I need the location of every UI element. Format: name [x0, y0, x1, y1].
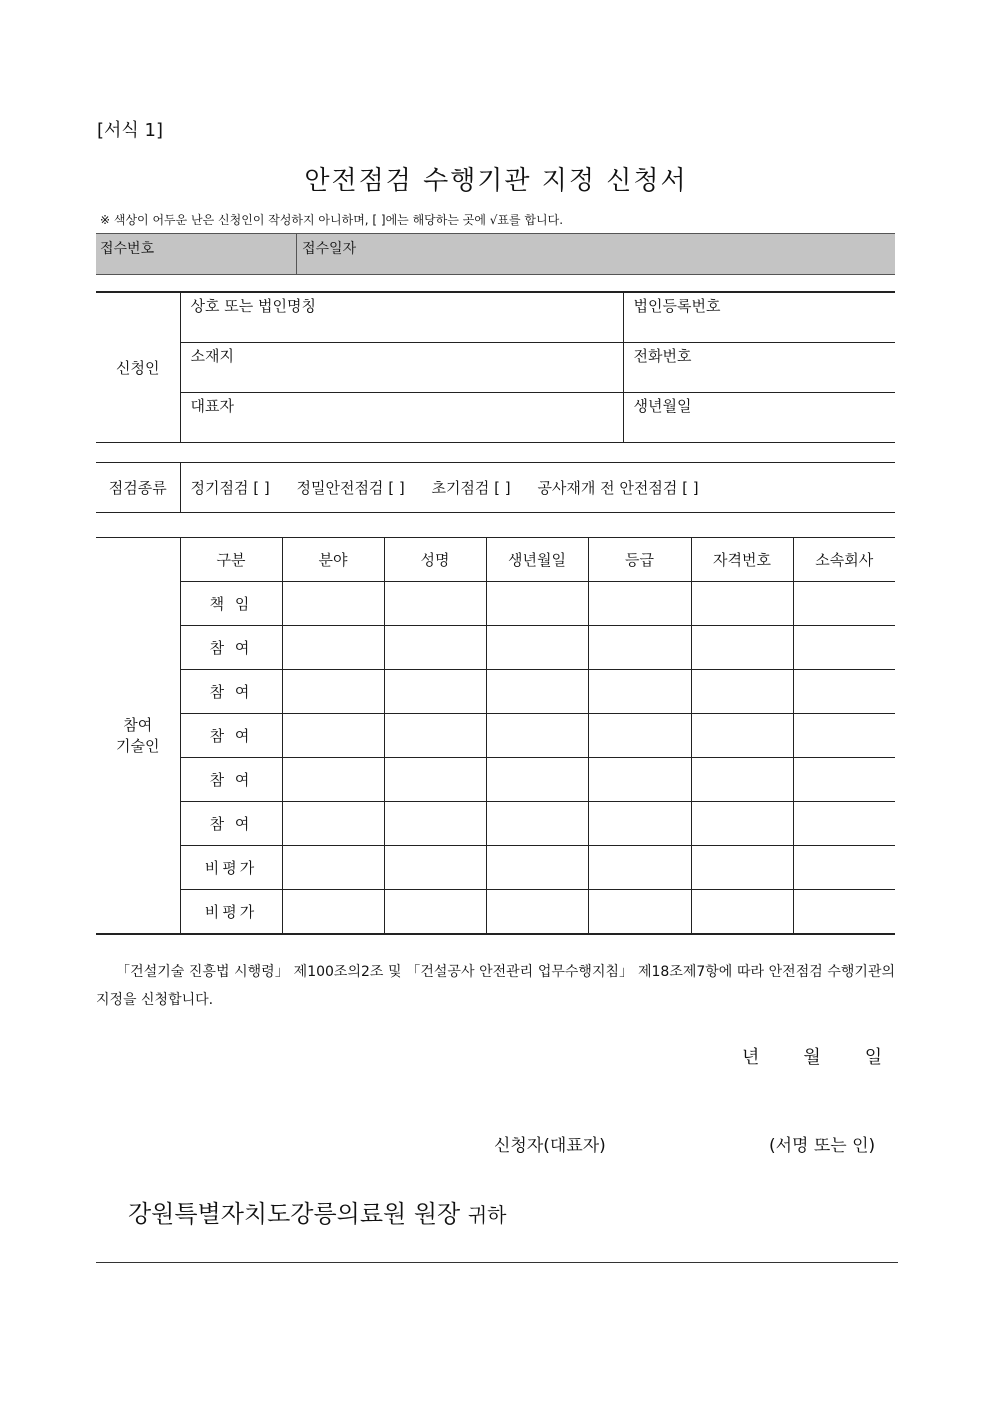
column-header: 생년월일: [486, 538, 588, 582]
name-cell[interactable]: [384, 802, 486, 846]
name-cell[interactable]: [384, 626, 486, 670]
grade-cell[interactable]: [588, 582, 691, 626]
company-name-field[interactable]: 상호 또는 법인명칭: [180, 292, 623, 342]
company-cell[interactable]: [793, 714, 895, 758]
company-cell[interactable]: [793, 670, 895, 714]
table-row: [96, 582, 895, 626]
table-row: [96, 758, 895, 802]
table-row: [96, 626, 895, 670]
applicant-table: [96, 291, 895, 443]
company-cell[interactable]: [793, 890, 895, 934]
inspection-type-table: [96, 462, 895, 513]
column-header: 자격번호: [691, 538, 793, 582]
license-cell[interactable]: [691, 802, 793, 846]
row-category: 참 여: [180, 802, 282, 846]
license-cell[interactable]: [691, 846, 793, 890]
row-category: 비평가: [180, 846, 282, 890]
grade-cell[interactable]: [588, 846, 691, 890]
grade-cell[interactable]: [588, 626, 691, 670]
recipient-line: [128, 1194, 507, 1229]
company-cell[interactable]: [793, 582, 895, 626]
option-precise-checkbox[interactable]: 정밀안전점검 [ ]: [296, 479, 405, 497]
receipt-date-field[interactable]: 접수일자: [302, 241, 357, 257]
engineers-header-line2: 기술인: [116, 737, 160, 756]
field-cell[interactable]: [282, 714, 384, 758]
table-row: [96, 714, 895, 758]
form-number-label: [서식 1]: [97, 120, 163, 141]
field-cell[interactable]: [282, 890, 384, 934]
grade-cell[interactable]: [588, 890, 691, 934]
corp-reg-no-field[interactable]: 법인등록번호: [623, 292, 895, 342]
row-category: 책 임: [180, 582, 282, 626]
birth-cell[interactable]: [486, 582, 588, 626]
grade-cell[interactable]: [588, 758, 691, 802]
applicant-header: 신청인: [96, 292, 180, 442]
field-cell[interactable]: [282, 582, 384, 626]
option-initial-checkbox[interactable]: 초기점검 [ ]: [431, 479, 511, 497]
column-header: 소속회사: [793, 538, 895, 582]
address-field[interactable]: 소재지: [180, 342, 623, 392]
birth-cell[interactable]: [486, 626, 588, 670]
birth-cell[interactable]: [486, 890, 588, 934]
recipient-name: 강원특별자치도강릉의료원 원장: [128, 1200, 461, 1228]
receipt-number-field[interactable]: 접수번호: [100, 241, 155, 257]
license-cell[interactable]: [691, 626, 793, 670]
company-cell[interactable]: [793, 626, 895, 670]
application-statement: 「건설기술 진흥법 시행령」 제100조의2조 및 「건설공사 안전관리 업무수행지침」 제18조제7항에 따라 안전점검 수행기관의 지정을 신청합니다.: [96, 964, 895, 1008]
table-row: [96, 670, 895, 714]
birth-cell[interactable]: [486, 670, 588, 714]
page-title: 안전점검 수행기관 지정 신청서: [304, 166, 688, 196]
field-cell[interactable]: [282, 626, 384, 670]
table-row: [96, 802, 895, 846]
year-label[interactable]: 년: [742, 1047, 760, 1068]
date-line: [742, 1043, 882, 1069]
engineers-header-line1: 참여: [123, 716, 153, 735]
representative-field[interactable]: 대표자: [180, 392, 623, 442]
recipient-suffix: 귀하: [467, 1203, 507, 1227]
inspection-type-header: 점검종류: [96, 463, 180, 513]
field-cell[interactable]: [282, 670, 384, 714]
birth-cell[interactable]: [486, 802, 588, 846]
column-header: 구분: [180, 538, 282, 582]
name-cell[interactable]: [384, 758, 486, 802]
birth-date-field[interactable]: 생년월일: [633, 396, 692, 415]
license-cell[interactable]: [691, 714, 793, 758]
name-cell[interactable]: [384, 714, 486, 758]
row-category: 참 여: [180, 670, 282, 714]
signature-field[interactable]: (서명 또는 인): [769, 1136, 876, 1156]
name-cell[interactable]: [384, 670, 486, 714]
month-label[interactable]: 월: [803, 1047, 821, 1068]
name-cell[interactable]: [384, 582, 486, 626]
name-cell[interactable]: [384, 890, 486, 934]
applicant-sign-label: 신청자(대표자): [494, 1136, 606, 1156]
row-category: 참 여: [180, 626, 282, 670]
column-header: 성명: [384, 538, 486, 582]
company-cell[interactable]: [793, 846, 895, 890]
bottom-divider: [96, 1262, 898, 1263]
row-category: 참 여: [180, 758, 282, 802]
license-cell[interactable]: [691, 890, 793, 934]
option-regular-checkbox[interactable]: 정기점검 [ ]: [190, 479, 270, 497]
engineers-header: [96, 538, 180, 934]
company-cell[interactable]: [793, 758, 895, 802]
engineers-table: [96, 537, 895, 935]
license-cell[interactable]: [691, 582, 793, 626]
receipt-section: [96, 233, 895, 275]
field-cell[interactable]: [282, 846, 384, 890]
table-row: [96, 890, 895, 934]
row-category: 비평가: [180, 890, 282, 934]
column-header: 분야: [282, 538, 384, 582]
grade-cell[interactable]: [588, 802, 691, 846]
grade-cell[interactable]: [588, 670, 691, 714]
field-cell[interactable]: [282, 802, 384, 846]
option-resume-checkbox[interactable]: 공사재개 전 안전점검 [ ]: [537, 479, 699, 497]
row-category: 참 여: [180, 714, 282, 758]
day-label[interactable]: 일: [864, 1047, 883, 1068]
instruction-note: ※ 색상이 어두운 난은 신청인이 작성하지 아니하며, [ ]에는 해당하는 곳에 √표를 합니다.: [100, 213, 564, 227]
receipt-divider: [296, 234, 297, 274]
license-cell[interactable]: [691, 758, 793, 802]
license-cell[interactable]: [691, 670, 793, 714]
table-row: [96, 846, 895, 890]
inspection-options: [180, 463, 895, 513]
phone-field[interactable]: 전화번호: [623, 342, 895, 392]
birth-cell[interactable]: [486, 846, 588, 890]
name-cell[interactable]: [384, 846, 486, 890]
birth-cell[interactable]: [486, 714, 588, 758]
birth-cell[interactable]: [486, 758, 588, 802]
field-cell[interactable]: [282, 758, 384, 802]
grade-cell[interactable]: [588, 714, 691, 758]
column-header: 등급: [588, 538, 691, 582]
company-cell[interactable]: [793, 802, 895, 846]
